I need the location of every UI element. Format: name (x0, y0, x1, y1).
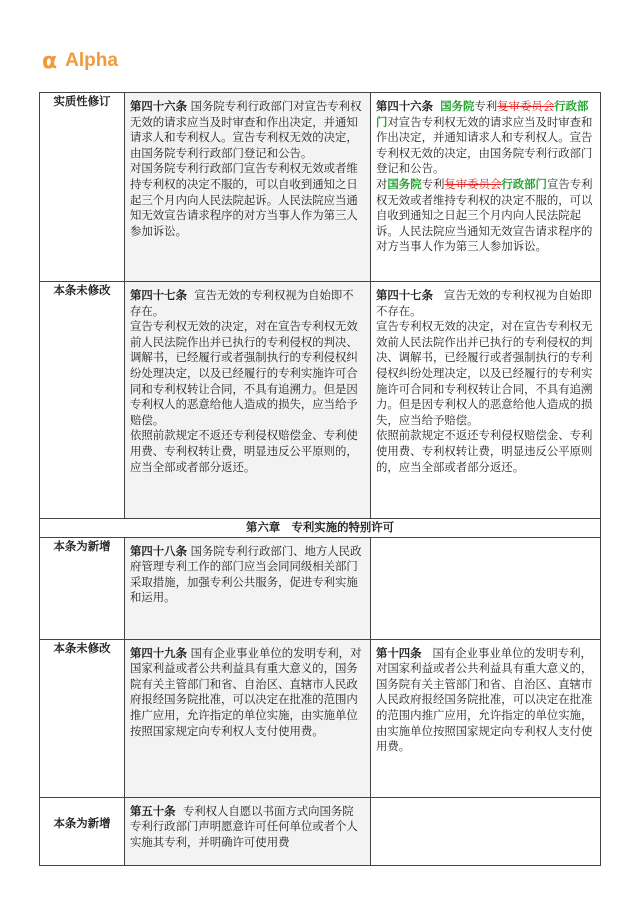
article-paragraph (130, 99, 364, 161)
article-title: 第十四条 (376, 645, 422, 660)
article-title: 第五十条 (130, 803, 176, 818)
inserted-text: 行政部门 (376, 99, 589, 129)
article-paragraph (376, 646, 594, 755)
comparison-table (39, 92, 601, 866)
article-text: 对 (376, 176, 388, 191)
alpha-logo-icon: α (42, 48, 58, 74)
article-text: 宣告无效的专利权视为自始即不存在。 (376, 288, 592, 318)
new-article-cell (371, 93, 601, 282)
article-title: 第四十六条 (376, 99, 433, 113)
old-article-cell (125, 639, 371, 797)
inserted-text: 行政部门 (501, 176, 547, 191)
table-row (40, 93, 601, 282)
article-text: 国务院专利行政部门、地方人民政府管理专利工作的部门应当会同同级相关部门采取措施，加强专利公共服务，促进专利实施和运用。 (130, 543, 362, 605)
brand-logo (42, 48, 118, 74)
new-article-cell (371, 639, 601, 797)
chapter-heading: 第六章 专利实施的特别许可 (40, 519, 601, 538)
article-text: 专利权人自愿以书面方式向国务院专利行政部门声明愿意许可任何单位或者个人实施其专利，并明确许可使用费 (130, 803, 358, 849)
old-article-cell (125, 797, 371, 865)
table-row (40, 537, 601, 639)
table-row (40, 797, 601, 865)
row-label: 实质性修订 (40, 93, 125, 282)
inserted-text: 国务院 (387, 176, 422, 191)
row-label: 本条为新增 (40, 537, 125, 639)
table-row (40, 639, 601, 797)
chapter-row (40, 519, 601, 538)
article-text: 宣告专利权无效或者维持专利权的决定不服的，可以自收到通知之日起三个月内向人民法院起诉。人民法院应当通知无效宣告请求程序的对方当事人作为第三人参加诉讼。 (376, 176, 593, 254)
article-title: 第四十六条 (130, 99, 187, 113)
article-title: 第四十七条 (376, 288, 433, 302)
article-title: 第四十八条 (130, 543, 187, 558)
article-paragraph: 对国务院专利行政部门宣告专利权无效或者维持专利权的决定不服的，可以自收到通知之日起三个月内向人民法院起诉。人民法院应当通知无效宣告请求程序的对方当事人作为第三人参加诉讼。 (130, 161, 358, 238)
article-paragraph: 依照前款规定不返还专利侵权赔偿金、专利使用费、专利权转让费，明显违反公平原则的，应当全部或者部分返还。 (376, 428, 593, 474)
article-title: 第四十九条 (130, 645, 187, 660)
article-paragraph (376, 99, 594, 177)
article-paragraph (130, 544, 364, 606)
deleted-text: 复审委员会 (497, 99, 555, 113)
article-text: 专利 (474, 99, 498, 113)
deleted-text: 复审委员会 (444, 176, 502, 191)
old-article-cell (125, 537, 371, 639)
table-row (40, 282, 601, 519)
article-text: 国有企业事业单位的发明专利，对国家利益或者公共利益具有重大意义的，国务院有关主管部门和省、自治区、直辖市人民政府报经国务院批准，可以决定在批准的范围内推广应用，允许指定的单位实施，由实施单位按照国家规定向专利权人支付使用费。 (130, 645, 362, 738)
article-paragraph (130, 804, 364, 851)
article-paragraph: 宣告专利权无效的决定，对在宣告专利权无效前人民法院作出并已执行的专利侵权的判决、调解书，已经履行或者强制执行的专利侵权纠纷处理决定，以及已经履行的专利实施许可合同和专利权转让合同，不具有追溯力。但是因专利权人的恶意给他人造成的损失，应当给予赔偿。 (130, 319, 358, 427)
brand-name: Alpha (65, 50, 118, 71)
row-label: 本条未修改 (40, 639, 125, 797)
article-paragraph (376, 288, 594, 319)
new-article-cell-empty (371, 797, 601, 865)
old-article-cell (125, 93, 371, 282)
row-label: 本条为新增 (40, 797, 125, 865)
article-title: 第四十七条 (130, 288, 187, 302)
article-paragraph (130, 646, 364, 740)
article-text: 专利 (421, 176, 445, 191)
article-text: 国务院专利行政部门对宣告专利权无效的请求应当及时审查和作出决定，并通知请求人和专利权人。宣告专利权无效的决定，由国务院专利行政部门登记和公告。 (130, 99, 362, 160)
article-text: 对宣告专利权无效的请求应当及时审查和作出决定，并通知请求人和专利权人。宣告专利权无效的决定，由国务院专利行政部门登记和公告。 (376, 114, 593, 176)
article-paragraph (376, 177, 594, 255)
new-article-cell (371, 282, 601, 519)
article-paragraph: 依照前款规定不返还专利侵权赔偿金、专利使用费、专利权转让费，明显违反公平原则的，应当全部或者部分返还。 (130, 428, 358, 474)
article-text: 国有企业事业单位的发明专利，对国家利益或者公共利益具有重大意义的，国务院有关主管部门和省、自治区、直辖市人民政府报经国务院批准，可以决定在批准的范围内推广应用，允许指定的单位实施，由实施单位按照国家规定向专利权人支付使用费。 (376, 645, 593, 754)
old-article-cell (125, 282, 371, 519)
article-paragraph: 宣告专利权无效的决定，对在宣告专利权无效前人民法院作出并已执行的专利侵权的判决、调解书，已经履行或者强制执行的专利侵权纠纷处理决定，以及已经履行的专利实施许可合同和专利权转让合同，不具有追溯力。但是因专利权人的恶意给他人造成的损失，应当给予赔偿。 (376, 319, 593, 427)
inserted-text: 国务院 (440, 99, 475, 113)
article-paragraph (130, 288, 364, 319)
article-text: 宣告无效的专利权视为自始即不存在。 (130, 288, 354, 318)
row-label: 本条未修改 (40, 282, 125, 519)
new-article-cell-empty (371, 537, 601, 639)
